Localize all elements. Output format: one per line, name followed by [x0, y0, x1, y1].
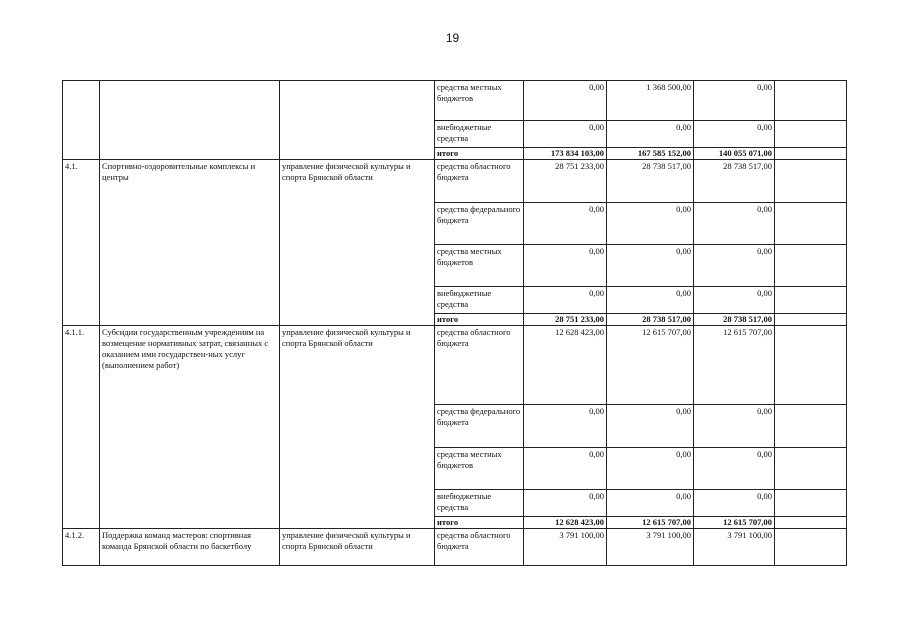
- amount-cell: 0,00: [607, 405, 694, 448]
- amount-cell: 140 055 071,00: [694, 148, 775, 160]
- item-executor: управление физической культуры и спорта Брянской области: [280, 529, 435, 566]
- empty-cell: [775, 326, 847, 405]
- item-name: Поддержка команд мастеров: спортивная команда Брянской области по баскетболу: [100, 529, 280, 566]
- amount-cell: 0,00: [694, 81, 775, 121]
- amount-cell: 0,00: [607, 245, 694, 287]
- budget-table: [62, 80, 847, 566]
- item-executor: [280, 81, 435, 160]
- funding-source: средства местных бюджетов: [435, 245, 524, 287]
- item-executor: управление физической культуры и спорта Брянской области: [280, 326, 435, 529]
- funding-source: итого: [435, 148, 524, 160]
- amount-cell: 28 738 517,00: [694, 314, 775, 326]
- amount-cell: 12 628 423,00: [524, 326, 607, 405]
- amount-cell: 3 791 100,00: [694, 529, 775, 566]
- funding-source: средства местных бюджетов: [435, 81, 524, 121]
- empty-cell: [775, 203, 847, 245]
- amount-cell: 0,00: [694, 121, 775, 148]
- amount-cell: 0,00: [524, 81, 607, 121]
- amount-cell: 3 791 100,00: [607, 529, 694, 566]
- amount-cell: 28 738 517,00: [694, 160, 775, 203]
- item-code: [63, 81, 100, 160]
- empty-cell: [775, 448, 847, 490]
- amount-cell: 0,00: [524, 448, 607, 490]
- amount-cell: 28 751 233,00: [524, 160, 607, 203]
- funding-source: средства областного бюджета: [435, 160, 524, 203]
- amount-cell: 0,00: [694, 405, 775, 448]
- page-number: 19: [445, 31, 460, 45]
- amount-cell: 3 791 100,00: [524, 529, 607, 566]
- amount-cell: 0,00: [694, 203, 775, 245]
- amount-cell: 0,00: [524, 245, 607, 287]
- table-row: [63, 326, 847, 405]
- item-code: 4.1.: [63, 160, 100, 326]
- table-row: [63, 160, 847, 203]
- empty-cell: [775, 529, 847, 566]
- amount-cell: 0,00: [524, 121, 607, 148]
- amount-cell: 28 751 233,00: [524, 314, 607, 326]
- amount-cell: 28 738 517,00: [607, 160, 694, 203]
- amount-cell: 0,00: [607, 287, 694, 314]
- funding-source: средства федерального бюджета: [435, 405, 524, 448]
- empty-cell: [775, 490, 847, 517]
- amount-cell: 173 834 103,00: [524, 148, 607, 160]
- empty-cell: [775, 81, 847, 121]
- amount-cell: 0,00: [694, 448, 775, 490]
- amount-cell: 12 615 707,00: [694, 517, 775, 529]
- amount-cell: 167 585 152,00: [607, 148, 694, 160]
- empty-cell: [775, 405, 847, 448]
- funding-source: итого: [435, 314, 524, 326]
- funding-source: средства федерального бюджета: [435, 203, 524, 245]
- amount-cell: 0,00: [524, 287, 607, 314]
- empty-cell: [775, 121, 847, 148]
- empty-cell: [775, 245, 847, 287]
- funding-source: итого: [435, 517, 524, 529]
- funding-source: внебюджетные средства: [435, 287, 524, 314]
- amount-cell: 0,00: [694, 287, 775, 314]
- funding-source: внебюджетные средства: [435, 121, 524, 148]
- amount-cell: 0,00: [607, 490, 694, 517]
- empty-cell: [775, 517, 847, 529]
- amount-cell: 0,00: [607, 448, 694, 490]
- amount-cell: 0,00: [694, 245, 775, 287]
- funding-source: средства местных бюджетов: [435, 448, 524, 490]
- amount-cell: 0,00: [694, 490, 775, 517]
- funding-source: средства областного бюджета: [435, 326, 524, 405]
- funding-source: средства областного бюджета: [435, 529, 524, 566]
- table-row: [63, 529, 847, 566]
- amount-cell: 0,00: [524, 203, 607, 245]
- item-executor: управление физической культуры и спорта Брянской области: [280, 160, 435, 326]
- empty-cell: [775, 314, 847, 326]
- item-name: Спортивно-оздоровительные комплексы и центры: [100, 160, 280, 326]
- amount-cell: 0,00: [607, 203, 694, 245]
- item-code: 4.1.1.: [63, 326, 100, 529]
- table-row: [63, 81, 847, 121]
- item-name: Субсидии государственным учреждениям на возмещение нормативных затрат, связанных с оказанием ими государствен-ных услуг (выполнением работ): [100, 326, 280, 529]
- amount-cell: 12 615 707,00: [607, 326, 694, 405]
- item-name: [100, 81, 280, 160]
- empty-cell: [775, 287, 847, 314]
- amount-cell: 12 615 707,00: [694, 326, 775, 405]
- empty-cell: [775, 148, 847, 160]
- funding-source: внебюджетные средства: [435, 490, 524, 517]
- amount-cell: 0,00: [607, 121, 694, 148]
- amount-cell: 12 615 707,00: [607, 517, 694, 529]
- amount-cell: 12 628 423,00: [524, 517, 607, 529]
- amount-cell: 1 368 500,00: [607, 81, 694, 121]
- amount-cell: 0,00: [524, 405, 607, 448]
- item-code: 4.1.2.: [63, 529, 100, 566]
- amount-cell: 28 738 517,00: [607, 314, 694, 326]
- amount-cell: 0,00: [524, 490, 607, 517]
- empty-cell: [775, 160, 847, 203]
